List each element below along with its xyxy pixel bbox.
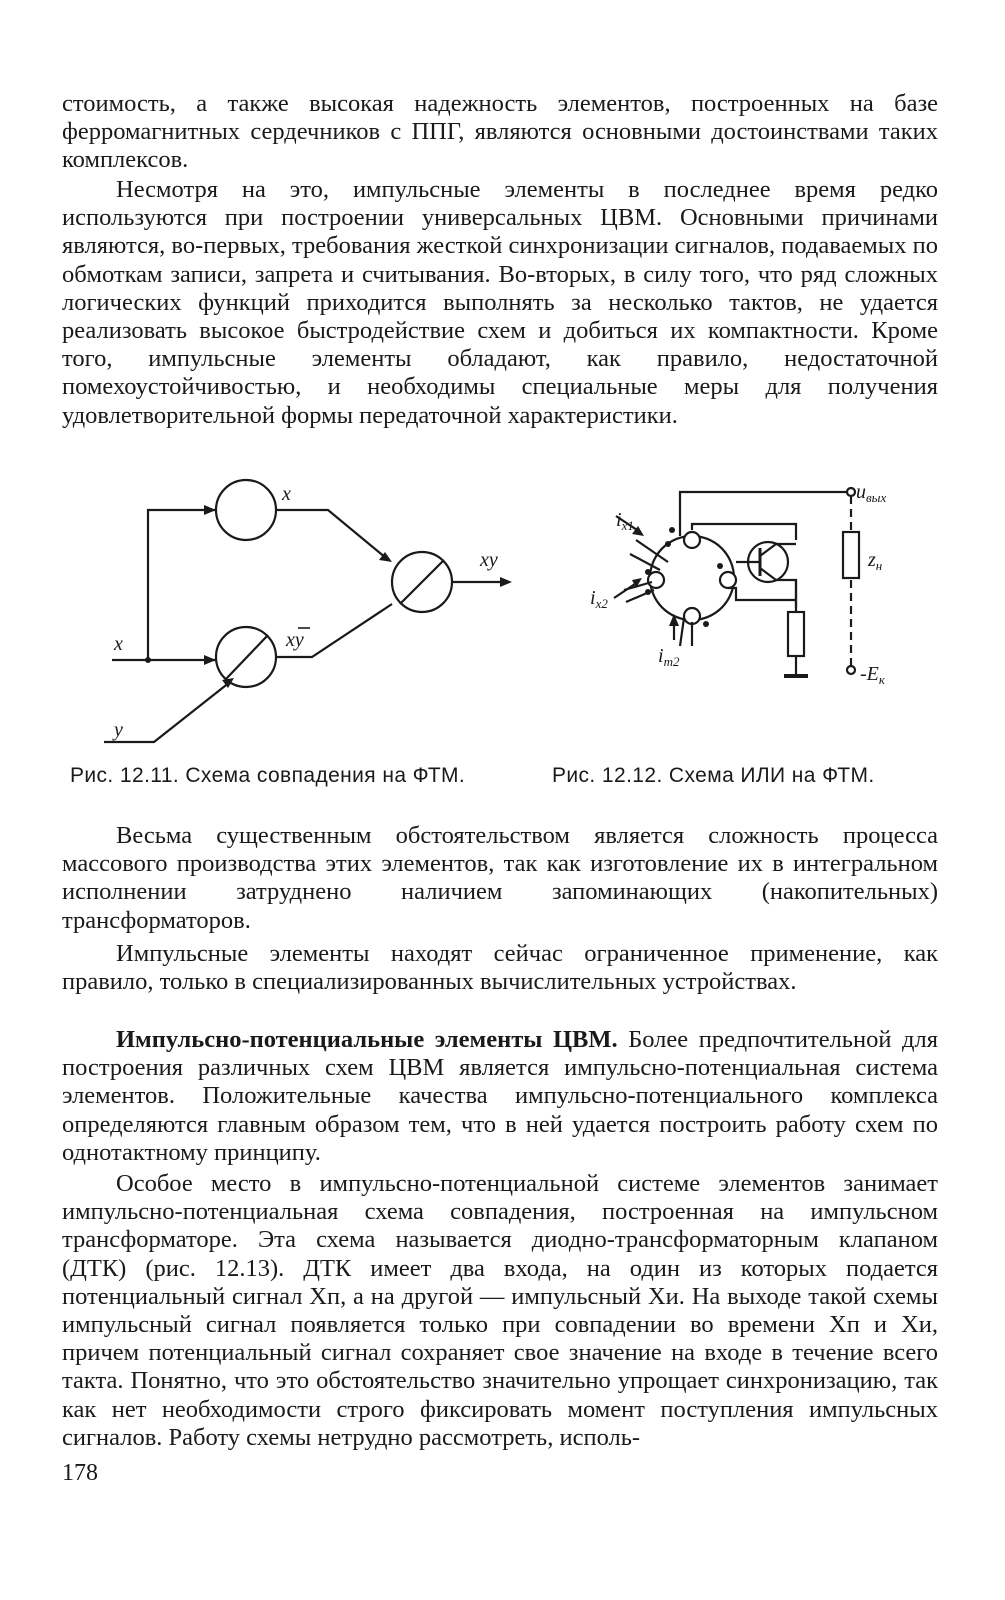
figure-12-12-or-circuit (580, 470, 940, 710)
paragraph-2: Несмотря на это, импульсные элементы в последнее время редко используются при построении универсальных ЦВМ. Основными причинами являются, во-первых, требования жесткой синхронизации сигналов, подаваемых по обмоткам записи, запрета и считывания. Во-вторых, в силу того, что ряд сложных логических функций приходится выполнять за несколько тактов, не удается реализовать высокое быстродействие схем и добиться их компактности. Кроме того, импульсные элементы обладают, как правило, недостаточной помехоустойчивостью, и необходимы специальные меры для получения удовлетворительной формы передаточной характеристики. (62, 176, 938, 429)
page-number: 178 (62, 1460, 98, 1486)
label-i-x1: $i_{x1}$ (616, 509, 634, 533)
paragraph-5 (62, 1026, 938, 1167)
label-y-input: y (114, 719, 123, 741)
paragraph-1: стоимость, а также высокая надежность элементов, построенных на базе ферромагнитных сердечников с ППГ, являются основными достоинствами таких комплексов. (62, 90, 938, 174)
label-x-top: x (282, 483, 291, 505)
label-z-load: $z_н$ (868, 549, 883, 573)
paragraph-6: Особое место в импульсно-потенциальной системе элементов занимает импульсно-потенциальная схема совпадения, построенная на импульсном трансформаторе. Эта схема называется диодно-трансформаторным клапаном (ДТК) (рис. 12.13). ДТК имеет два входа, на один из которых подается потенциальный сигнал Xп, а на другой — импульсный Xи. На выходе такой схемы импульсный сигнал появляется только при совпадении во времени Xп и Xи, причем потенциальный сигнал сохраняет свое значение на входе в течение всего такта. Понятно, что это обстоятельство значительно упрощает синхронизацию, так как нет необходимости строго фиксировать момент поступления импульсных сигналов. Работу схемы нетрудно рассмотреть, исполь- (62, 1170, 938, 1451)
section-heading: Импульсно-потенциальные элементы ЦВМ. (116, 1026, 618, 1053)
label-x-ybar: xy (286, 629, 304, 651)
figure-12-11-caption: Рис. 12.11. Схема совпадения на ФТМ. (70, 764, 466, 787)
label-u-out: $u_{вых}$ (856, 481, 887, 505)
label-i-t2: $i_{т2}$ (658, 645, 680, 669)
figure-12-11-coincidence-circuit (100, 470, 520, 760)
label-x-input: x (114, 633, 123, 655)
figure-12-12-caption: Рис. 12.12. Схема ИЛИ на ФТМ. (552, 764, 875, 787)
label-xy-output: xy (480, 549, 498, 571)
label-i-x2: $i_{x2}$ (590, 587, 608, 611)
ferrite-element-top (216, 480, 276, 540)
paragraph-5-text: Более предпочтительной для построения различных схем ЦВМ является импульсно-потенциальная система элементов. Положительные качества импульсно-потенциального комплекса определяются главным образом тем, что в ней удается построить работу схем по однотактному принципу. (62, 1026, 938, 1166)
paragraph-4: Импульсные элементы находят сейчас ограниченное применение, как правило, только в специализированных вычислительных устройствах. (62, 940, 938, 996)
paragraph-3: Весьма существенным обстоятельством является сложность процесса массового производства этих элементов, так как изготовление их в интегральном исполнении затруднено наличием запоминающих (накопительных) трансформаторов. (62, 822, 938, 934)
label-e-supply: $-E_к$ (860, 663, 885, 687)
